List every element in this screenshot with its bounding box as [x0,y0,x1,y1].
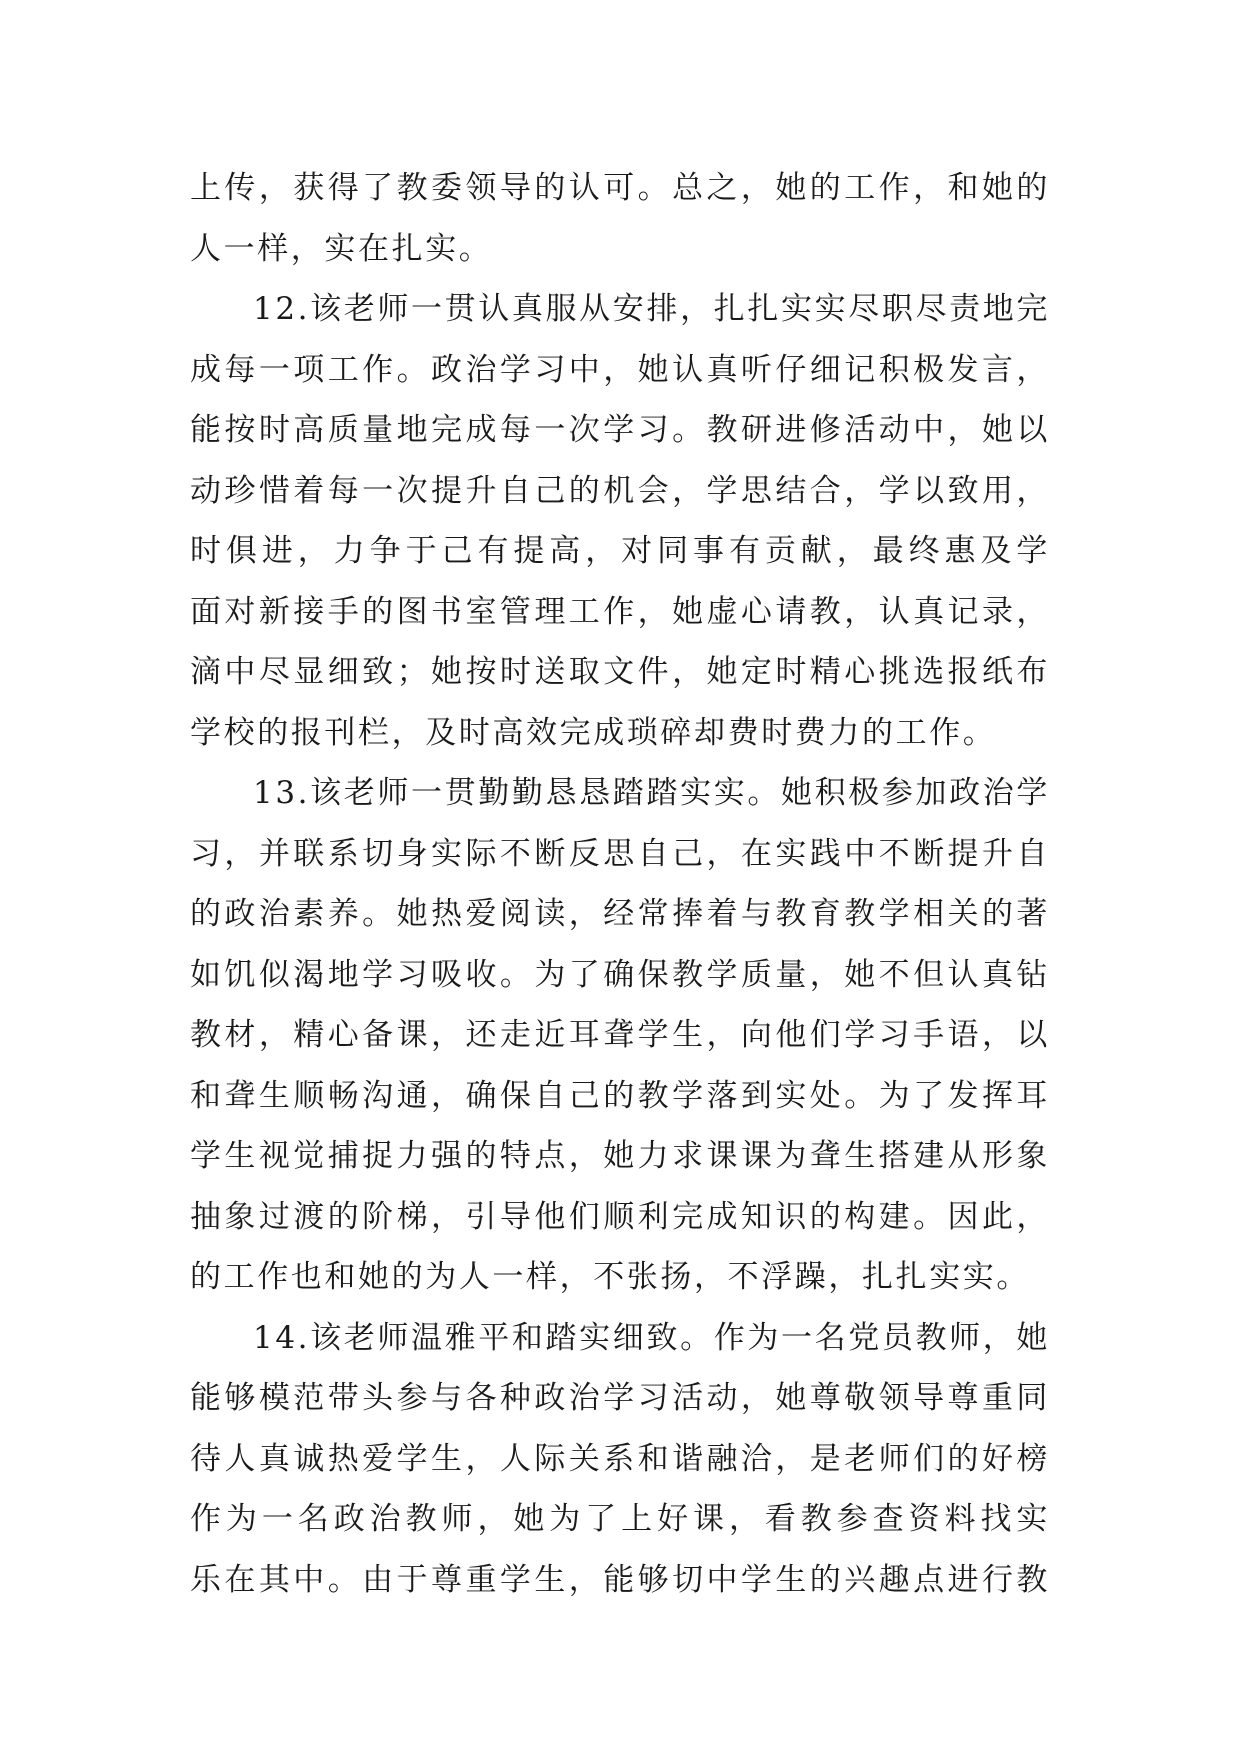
text-line: 教材，精心备课，还走近耳聋学生，向他们学习手语，以 [190,1017,1050,1053]
text-line: 时俱进，力争于己有提高，对同事有贡献，最终惠及学 [190,533,1050,569]
text-line: 能按时高质量地完成每一次学习。教研进修活动中，她以 [190,412,1050,448]
text-line: 人一样，实在扎实。 [190,230,493,267]
text-line: 能够模范带头参与各种政治学习活动，她尊敬领导尊重同 [190,1380,1050,1416]
paragraph-start-13: 13.该老师一贯勤勤恳恳踏踏实实。她积极参加政治学 [253,775,1050,811]
paragraph-start-12: 12.该老师一贯认真服从安排，扎扎实实尽职尽责地完 [253,291,1050,327]
text-line: 作为一名政治教师，她为了上好课，看教参查资料找实 [190,1501,1050,1537]
text-line: 如饥似渴地学习吸收。为了确保教学质量，她不但认真钻 [190,956,1050,993]
text-line: 动珍惜着每一次提升自己的机会，学思结合，学以致用， [190,472,1050,509]
text-line: 学校的报刊栏，及时高效完成琐碎却费时费力的工作。 [190,714,997,751]
text-line: 乐在其中。由于尊重学生，能够切中学生的兴趣点进行教 [190,1561,1050,1598]
text-line: 待人真诚热爱学生，人际关系和谐融洽，是老师们的好榜 [190,1440,1050,1477]
text-line: 和聋生顺畅沟通，确保自己的教学落到实处。为了发挥耳 [190,1077,1050,1114]
text-line: 滴中尽显细致；她按时送取文件，她定时精心挑选报纸布 [190,654,1050,690]
text-line: 的政治素养。她热爱阅读，经常捧着与教育教学相关的著 [190,896,1050,932]
document-body [190,158,1050,1610]
text-line: 的工作也和她的为人一样，不张扬，不浮躁，扎扎实实。 [190,1259,1030,1295]
text-line: 学生视觉捕捉力强的特点，她力求课课为聋生搭建从形象 [190,1138,1050,1174]
text-line: 习，并联系切身实际不断反思自己，在实践中不断提升自 [190,835,1050,872]
text-line: 上传，获得了教委领导的认可。总之，她的工作，和她的 [190,170,1050,206]
paragraph-start-14: 14.该老师温雅平和踏实细致。作为一名党员教师，她 [253,1319,1050,1356]
text-line: 抽象过渡的阶梯，引导他们顺利完成知识的构建。因此， [190,1198,1050,1235]
text-line: 成每一项工作。政治学习中，她认真听仔细记积极发言， [190,351,1050,388]
text-line: 面对新接手的图书室管理工作，她虚心请教，认真记录， [190,593,1050,630]
